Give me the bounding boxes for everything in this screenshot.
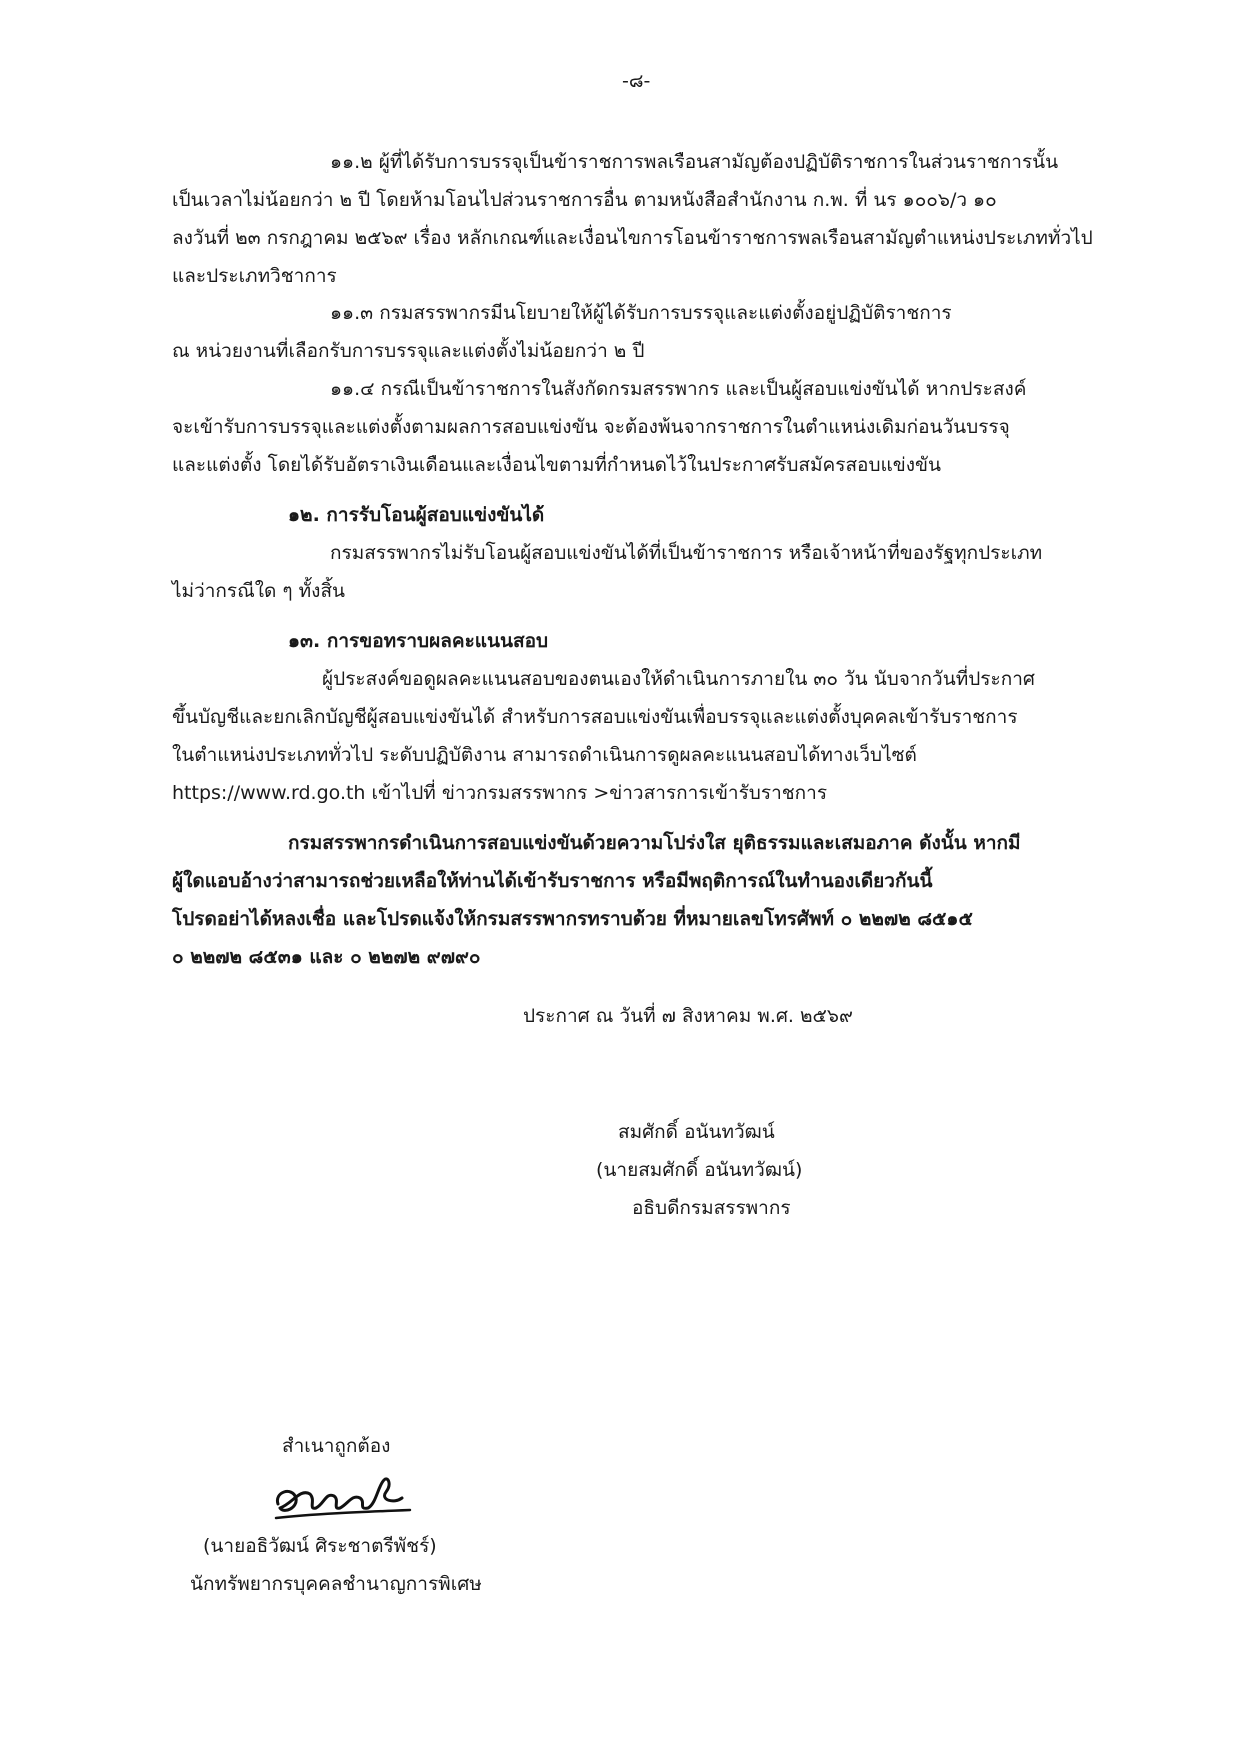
- signatory-name: (นายสมศักดิ์ อนันทวัฒน์): [596, 1159, 803, 1181]
- clause-11-2-line-3: ลงวันที่ ๒๓ กรกฎาคม ๒๕๖๙ เรื่อง หลักเกณฑ์และเงื่อนไขการโอนข้าราชการพลเรือนสามัญตำแหน่งประเภททั่วไป: [172, 227, 1093, 249]
- section-12-line-1: กรมสรรพากรไม่รับโอนผู้สอบแข่งขันได้ที่เป็นข้าราชการ หรือเจ้าหน้าที่ของรัฐทุกประเภท: [330, 542, 1043, 564]
- clause-11-3-line-1: ๑๑.๓ กรมสรรพากรมีนโยบายให้ผู้ได้รับการบรรจุและแต่งตั้งอยู่ปฏิบัติราชการ: [330, 302, 952, 324]
- section-12-heading: ๑๒. การรับโอนผู้สอบแข่งขันได้: [288, 504, 545, 526]
- notice-line-1: กรมสรรพากรดำเนินการสอบแข่งขันด้วยความโปร่งใส ยุติธรรมและเสมอภาค ดังนั้น หากมี: [288, 832, 1021, 854]
- notice-line-2: ผู้ใดแอบอ้างว่าสามารถช่วยเหลือให้ท่านได้เข้ารับราชการ หรือมีพฤติการณ์ในทำนองเดียวกันนี้: [172, 870, 933, 892]
- copy-certified-label: สำเนาถูกต้อง: [282, 1435, 391, 1457]
- clause-11-2-line-2: เป็นเวลาไม่น้อยกว่า ๒ ปี โดยห้ามโอนไปส่วนราชการอื่น ตามหนังสือสำนักงาน ก.พ. ที่ นร ๑๐๐๖/ว ๑๐: [172, 189, 997, 211]
- notice-line-3: โปรดอย่าได้หลงเชื่อ และโปรดแจ้งให้กรมสรรพากรทราบด้วย ที่หมายเลขโทรศัพท์ ๐ ๒๒๗๒ ๘๕๑๕: [172, 908, 973, 930]
- copy-certifier-title: นักทรัพยากรบุคคลชำนาญการพิเศษ: [190, 1573, 482, 1595]
- signatory-title: อธิบดีกรมสรรพากร: [632, 1197, 791, 1219]
- section-13-line-1: ผู้ประสงค์ขอดูผลคะแนนสอบของตนเองให้ดำเนินการภายใน ๓๐ วัน นับจากวันที่ประกาศ: [322, 668, 1035, 690]
- clause-11-4-line-3: และแต่งตั้ง โดยได้รับอัตราเงินเดือนและเงื่อนไขตามที่กำหนดไว้ในประกาศรับสมัครสอบแข่งขัน: [172, 454, 942, 476]
- clause-11-3-line-2: ณ หน่วยงานที่เลือกรับการบรรจุและแต่งตั้งไม่น้อยกว่า ๒ ปี: [172, 340, 645, 362]
- copy-certifier-name: (นายอธิวัฒน์ ศิระชาตรีพัชร์): [203, 1535, 437, 1557]
- announcement-date: ประกาศ ณ วันที่ ๗ สิงหาคม พ.ศ. ๒๕๖๙: [523, 1005, 853, 1027]
- signatory-signature: สมศักดิ์ อนันทวัฒน์: [618, 1121, 775, 1143]
- page-number: -๘-: [622, 70, 651, 92]
- section-13-line-2: ขึ้นบัญชีและยกเลิกบัญชีผู้สอบแข่งขันได้ สำหรับการสอบแข่งขันเพื่อบรรจุและแต่งตั้งบุคคลเข้ารับราชการ: [172, 706, 1018, 728]
- clause-11-4-line-1: ๑๑.๔ กรณีเป็นข้าราชการในสังกัดกรมสรรพากร และเป็นผู้สอบแข่งขันได้ หากประสงค์: [330, 378, 1027, 400]
- notice-line-4: ๐ ๒๒๗๒ ๘๕๓๑ และ ๐ ๒๒๗๒ ๙๗๙๐: [172, 946, 481, 968]
- clause-11-4-line-2: จะเข้ารับการบรรจุและแต่งตั้งตามผลการสอบแข่งขัน จะต้องพ้นจากราชการในตำแหน่งเดิมก่อนวันบรรจุ: [172, 416, 1010, 438]
- clause-11-2-line-1: ๑๑.๒ ผู้ที่ได้รับการบรรจุเป็นข้าราชการพลเรือนสามัญต้องปฏิบัติราชการในส่วนราชการนั้น: [330, 151, 1059, 173]
- section-13-line-4: https://www.rd.go.th เข้าไปที่ ข่าวกรมสรรพากร >ข่าวสารการเข้ารับราชการ: [172, 782, 828, 804]
- handwritten-signature: [270, 1464, 420, 1534]
- section-13-line-3: ในตำแหน่งประเภททั่วไป ระดับปฏิบัติงาน สามารถดำเนินการดูผลคะแนนสอบได้ทางเว็บไซต์: [172, 744, 917, 766]
- section-13-heading: ๑๓. การขอทราบผลคะแนนสอบ: [288, 630, 549, 652]
- section-12-line-2: ไม่ว่ากรณีใด ๆ ทั้งสิ้น: [172, 580, 346, 602]
- clause-11-2-line-4: และประเภทวิชาการ: [172, 265, 337, 287]
